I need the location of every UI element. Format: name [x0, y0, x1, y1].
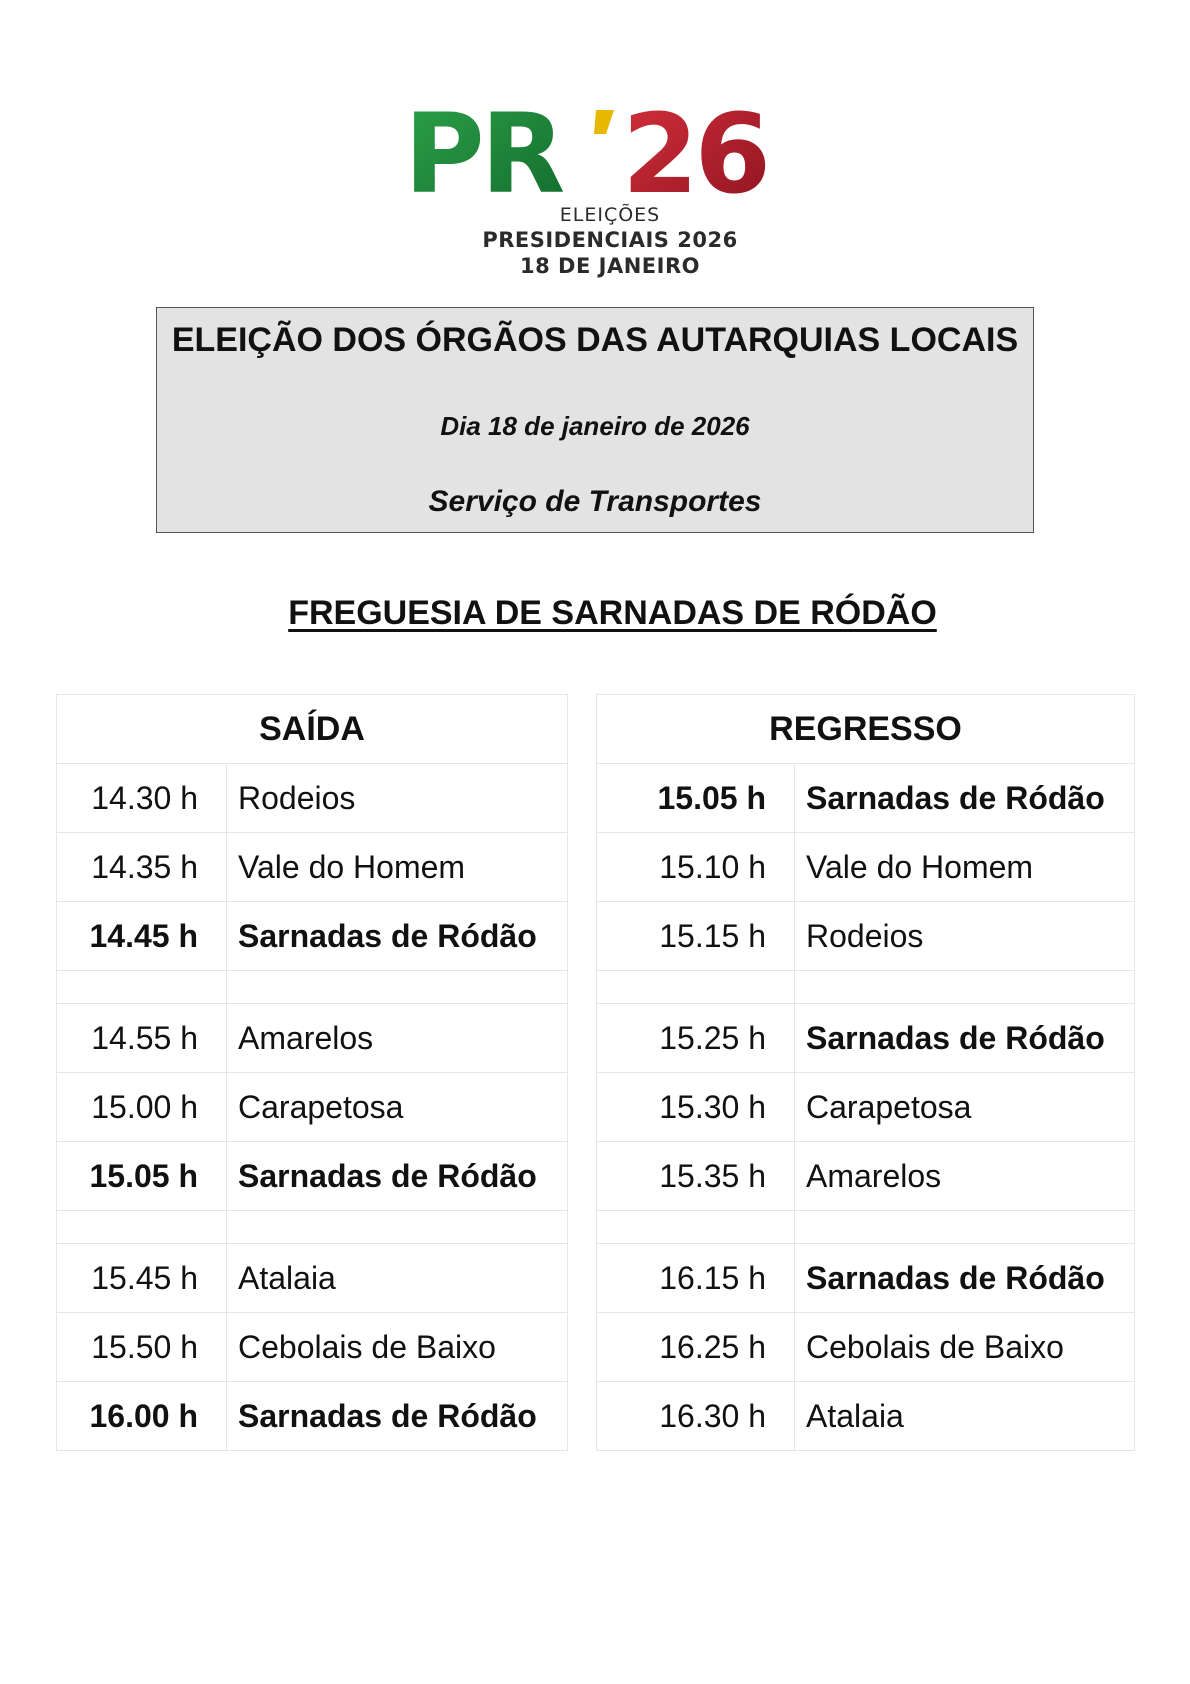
departure-place: Sarnadas de Ródão [227, 1142, 568, 1211]
schedule-row [57, 1382, 1135, 1451]
return-time: 15.35 h [597, 1142, 795, 1211]
schedule-row [57, 833, 1135, 902]
departure-place: Sarnadas de Ródão [227, 902, 568, 971]
return-place: Sarnadas de Ródão [795, 1004, 1135, 1073]
spacer-cell [597, 971, 795, 1004]
departure-time: 15.05 h [57, 1142, 227, 1211]
column-separator [568, 1004, 597, 1073]
parish-title: FREGUESIA DE SARNADAS DE RÓDÃO [288, 594, 937, 632]
return-place: Sarnadas de Ródão [795, 764, 1135, 833]
schedule-row [57, 1073, 1135, 1142]
schedule-row [57, 764, 1135, 833]
header-box [156, 307, 1034, 533]
return-time: 15.25 h [597, 1004, 795, 1073]
column-separator [568, 1142, 597, 1211]
spacer-cell [795, 971, 1135, 1004]
departure-time: 15.50 h [57, 1313, 227, 1382]
departure-time: 14.55 h [57, 1004, 227, 1073]
departure-place: Carapetosa [227, 1073, 568, 1142]
departure-time: 15.45 h [57, 1244, 227, 1313]
schedule-row [57, 1004, 1135, 1073]
column-separator [568, 764, 597, 833]
column-separator [568, 695, 597, 764]
column-separator [568, 1211, 597, 1244]
column-separator [568, 1313, 597, 1382]
spacer-cell [795, 1211, 1135, 1244]
return-time: 15.15 h [597, 902, 795, 971]
logo-subtitle-eleicoes: ELEIÇÕES [559, 204, 661, 226]
departure-time: 14.35 h [57, 833, 227, 902]
logo-brand-26: 26 [622, 100, 768, 205]
departure-place: Rodeios [227, 764, 568, 833]
schedule-row [57, 902, 1135, 971]
departure-time: 15.00 h [57, 1073, 227, 1142]
departure-header: SAÍDA [57, 695, 568, 764]
column-separator [568, 971, 597, 1004]
departure-place: Amarelos [227, 1004, 568, 1073]
return-time: 16.25 h [597, 1313, 795, 1382]
column-separator [568, 902, 597, 971]
schedule-spacer-row [57, 971, 1135, 1004]
logo-brand-pr: PR [404, 100, 562, 205]
departure-place: Vale do Homem [227, 833, 568, 902]
header-date: Dia 18 de janeiro de 2026 [440, 411, 750, 441]
departure-time: 14.45 h [57, 902, 227, 971]
column-separator [568, 1382, 597, 1451]
departure-place: Cebolais de Baixo [227, 1313, 568, 1382]
column-separator [568, 1073, 597, 1142]
spacer-cell [227, 1211, 568, 1244]
return-place: Atalaia [795, 1382, 1135, 1451]
departure-time: 14.30 h [57, 764, 227, 833]
schedule-row [57, 1142, 1135, 1211]
election-logo-graphic [400, 100, 820, 205]
logo-subtitle-date: 18 DE JANEIRO [520, 254, 700, 278]
schedule-row [57, 1244, 1135, 1313]
departure-time: 16.00 h [57, 1382, 227, 1451]
spacer-cell [57, 1211, 227, 1244]
header-service: Serviço de Transportes [428, 485, 762, 518]
election-logo [400, 100, 820, 280]
spacer-cell [227, 971, 568, 1004]
schedule-header-row [57, 695, 1135, 764]
schedule-spacer-row [57, 1211, 1135, 1244]
logo-subtitle-presidenciais: PRESIDENCIAIS 2026 [482, 228, 738, 252]
return-place: Rodeios [795, 902, 1135, 971]
departure-place: Sarnadas de Ródão [227, 1382, 568, 1451]
return-time: 15.05 h [597, 764, 795, 833]
return-place: Amarelos [795, 1142, 1135, 1211]
departure-place: Atalaia [227, 1244, 568, 1313]
return-time: 15.30 h [597, 1073, 795, 1142]
column-separator [568, 1244, 597, 1313]
logo-apostrophe [594, 110, 614, 134]
schedule-table [56, 694, 1135, 1451]
header-title: ELEIÇÃO DOS ÓRGÃOS DAS AUTARQUIAS LOCAIS [171, 321, 1019, 359]
spacer-cell [597, 1211, 795, 1244]
return-header: REGRESSO [597, 695, 1135, 764]
return-time: 16.30 h [597, 1382, 795, 1451]
return-place: Carapetosa [795, 1073, 1135, 1142]
schedule-row [57, 1313, 1135, 1382]
return-place: Sarnadas de Ródão [795, 1244, 1135, 1313]
return-place: Vale do Homem [795, 833, 1135, 902]
return-time: 16.15 h [597, 1244, 795, 1313]
spacer-cell [57, 971, 227, 1004]
return-time: 15.10 h [597, 833, 795, 902]
return-place: Cebolais de Baixo [795, 1313, 1135, 1382]
column-separator [568, 833, 597, 902]
